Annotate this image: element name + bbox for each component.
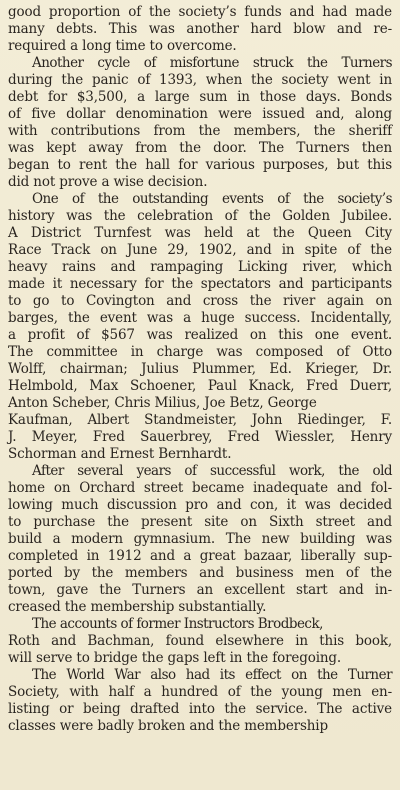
text-line: A District Turnfest was held at the Queen City xyxy=(8,225,392,241)
text-line: began to rent the hall for various purposes, but this xyxy=(8,157,392,173)
text-line: Roth and Bachman, found elsewhere in this book, xyxy=(8,633,392,649)
text-body xyxy=(8,4,392,735)
text-line: town, gave the Turners an excellent start and in- xyxy=(8,582,392,598)
text-line: required a long time to overcome. xyxy=(8,38,237,54)
text-line: creased the membership substantially. xyxy=(8,599,267,615)
text-line: The World War also had its effect on the Turner xyxy=(32,667,392,683)
text-line: heavy rains and rampaging Licking river, which xyxy=(8,259,392,275)
text-line: barges, the event was a huge success. Incidentally, xyxy=(8,310,392,326)
text-line: One of the outstanding events of the society’s xyxy=(32,191,392,207)
text-line: Race Track on June 29, 1902, and in spite of the xyxy=(8,242,392,258)
text-line: classes were badly broken and the membership xyxy=(8,718,328,734)
text-line: J. Meyer, Fred Sauerbrey, Fred Wiessler, Henry xyxy=(8,429,392,445)
text-line: listing or being drafted into the service. The active xyxy=(8,701,392,717)
text-line: Helmbold, Max Schoener, Paul Knack, Fred Duerr, xyxy=(8,378,392,394)
text-line: was kept away from the door. The Turners then xyxy=(8,140,392,156)
text-line: good proportion of the society’s funds and had made xyxy=(8,4,392,20)
text-line: completed in 1912 and a great bazaar, liberally sup- xyxy=(8,548,392,564)
text-line: The accounts of former Instructors Brodbeck, xyxy=(32,616,323,632)
text-line: will serve to bridge the gaps left in the foregoing. xyxy=(8,650,342,666)
text-line: made it necessary for the spectators and participants xyxy=(8,276,392,292)
text-line: Another cycle of misfortune struck the Turners xyxy=(32,55,392,71)
text-line: to go to Covington and cross the river again on xyxy=(8,293,392,309)
text-line: a profit of $567 was realized on this one event. xyxy=(8,327,392,343)
text-line: lowing much discussion pro and con, it was decided xyxy=(8,497,392,513)
text-line: debt for $3,500, a large sum in those days. Bonds xyxy=(8,89,392,105)
text-line: ported by the members and business men of the xyxy=(8,565,392,581)
text-line: Kaufman, Albert Standmeister, John Riedinger, F. xyxy=(8,412,392,428)
text-line: build a modern gymnasium. The new building was xyxy=(8,531,392,547)
text-line: Schorman and Ernest Bernhardt. xyxy=(8,446,232,462)
text-line: After several years of successful work, the old xyxy=(32,463,392,479)
text-line: to purchase the present site on Sixth street and xyxy=(8,514,392,530)
text-line: Anton Scheber, Chris Milius, Joe Betz, George xyxy=(8,395,317,411)
text-line: history was the celebration of the Golden Jubilee. xyxy=(8,208,392,224)
text-line: Wolff, chairman; Julius Plummer, Ed. Krieger, Dr. xyxy=(8,361,392,377)
text-line: many debts. This was another hard blow and re- xyxy=(8,21,392,37)
text-line: did not prove a wise decision. xyxy=(8,174,208,190)
text-line: with contributions from the members, the sheriff xyxy=(8,123,392,139)
text-line: Society, with half a hundred of the young men en- xyxy=(8,684,392,700)
text-line: of five dollar denomination were issued and, along xyxy=(8,106,392,122)
text-line: The committee in charge was composed of Otto xyxy=(8,344,392,360)
text-line: during the panic of 1393, when the society went in xyxy=(8,72,392,88)
text-line: home on Orchard street became inadequate and fol- xyxy=(8,480,392,496)
